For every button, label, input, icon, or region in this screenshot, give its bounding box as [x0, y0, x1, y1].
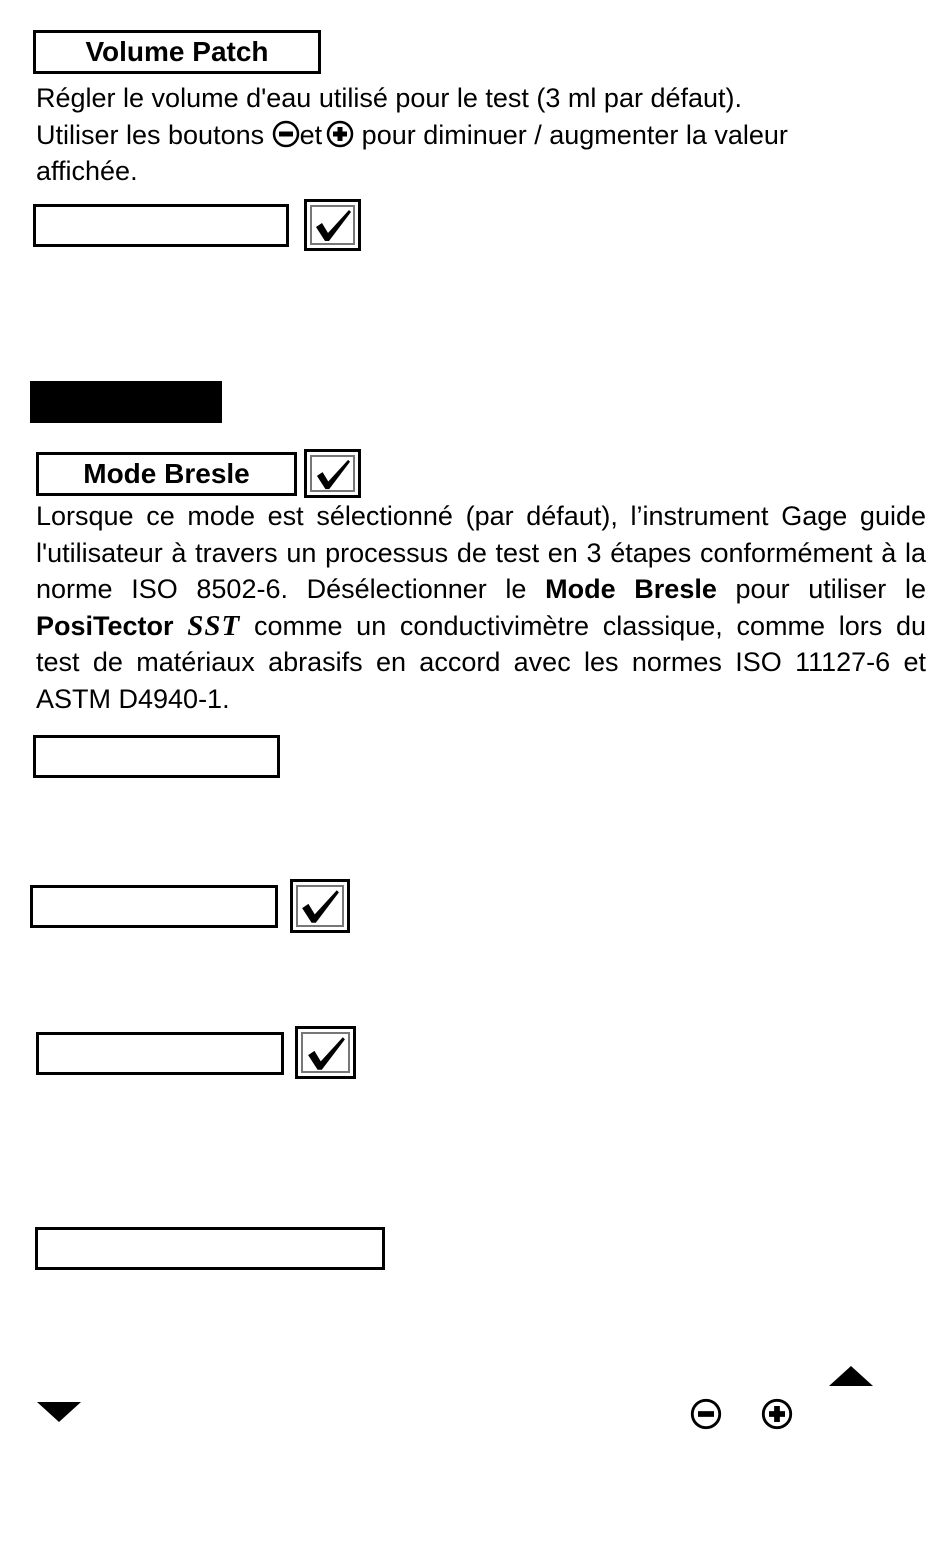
checkmark-icon	[313, 457, 353, 491]
empty-box-1	[33, 204, 289, 247]
volume-line-3: affichée.	[36, 156, 138, 186]
volume-patch-title: Volume Patch	[85, 36, 269, 67]
checkbox-1[interactable]	[304, 199, 361, 251]
plus-circle-icon	[326, 120, 354, 148]
volume-line-1: Régler le volume d'eau utilisé pour le test (3 ml par défaut).	[36, 83, 743, 113]
volume-patch-label	[33, 30, 321, 74]
mode-bresle-label	[36, 452, 297, 496]
bresle-description	[36, 498, 926, 717]
volume-line-2-middle: et	[299, 119, 323, 150]
volume-line-2-start: Utiliser les boutons	[36, 119, 265, 150]
checkmark-icon	[305, 1034, 347, 1072]
volume-line-2-end: pour diminuer / augmenter la valeur	[361, 119, 788, 150]
bresle-sst: SST	[187, 609, 241, 642]
checkbox-3[interactable]	[295, 1026, 356, 1079]
checkbox-bresle[interactable]	[304, 449, 361, 498]
volume-description	[36, 80, 916, 190]
minus-circle-icon	[272, 120, 300, 148]
checkbox-bresle-inner	[310, 455, 355, 492]
checkmark-icon	[299, 887, 341, 925]
checkbox-2-inner	[296, 885, 344, 927]
bresle-text-2: pour utiliser le	[716, 574, 926, 604]
bresle-bold-mode: Mode Bresle	[545, 574, 717, 604]
down-triangle-icon[interactable]	[37, 1400, 81, 1424]
black-bar	[30, 381, 222, 423]
bresle-text-3: comme un conductivimètre classique, comme lors du test de matériaux abrasifs en accord avec les normes ISO 11127-6 et ASTM D4940-1.	[36, 610, 926, 714]
checkbox-3-inner	[301, 1032, 350, 1073]
bresle-text-1: Lorsque ce mode est sélectionné (par défaut), l’instrument Gage guide l'utilisateur à travers un processus de test en 3 étapes conformément à la norme ISO 8502-6. Désélectionner le	[36, 501, 926, 604]
empty-box-4	[36, 1032, 284, 1075]
minus-circle-icon[interactable]	[690, 1398, 722, 1430]
empty-box-2	[33, 735, 280, 778]
mode-bresle-title: Mode Bresle	[83, 458, 250, 489]
bresle-bold-positector: PosiTector	[36, 610, 174, 641]
up-triangle-icon[interactable]	[829, 1364, 873, 1388]
plus-circle-icon[interactable]	[761, 1398, 793, 1430]
empty-box-3	[30, 885, 278, 928]
empty-box-5	[35, 1227, 385, 1270]
checkmark-icon	[313, 207, 353, 243]
checkbox-1-inner	[310, 205, 355, 245]
checkbox-2[interactable]	[290, 879, 350, 933]
